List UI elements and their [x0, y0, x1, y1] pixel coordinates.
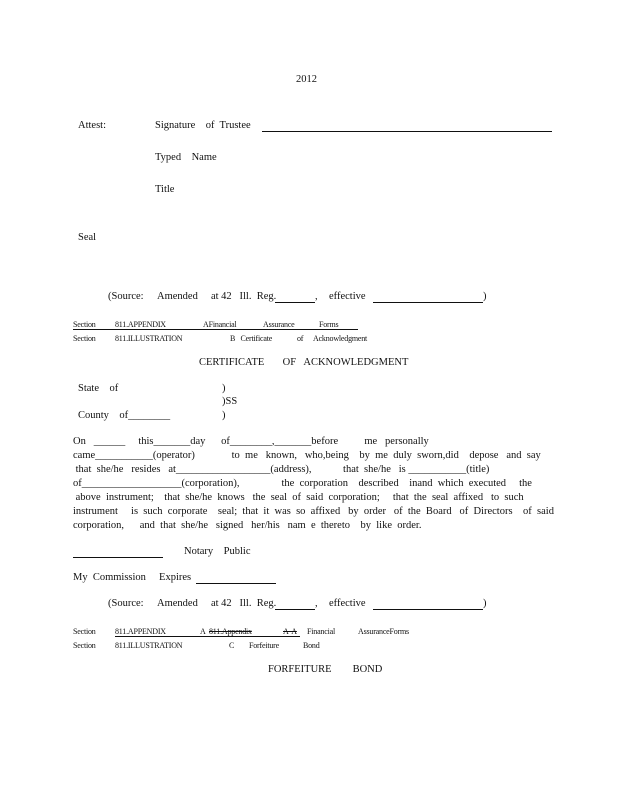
commission-expires-blank[interactable] [196, 583, 276, 584]
source-label: (Source: [108, 291, 144, 302]
typed-name-label: Typed Name [155, 152, 217, 163]
appendix-letter: A [200, 627, 206, 636]
amended-label: Amended at 42 Ill. Reg. [157, 291, 277, 302]
register-volume-blank[interactable] [275, 609, 315, 610]
section-label: Section [73, 641, 96, 650]
appendix-assurance: Assurance [263, 320, 295, 329]
paragraph-line: instrument is such corporate seal; that it was so affixed by order of the Board of Directors of said [73, 506, 554, 517]
source-label: (Source: [108, 598, 144, 609]
source-close-paren: ) [483, 598, 487, 609]
section-rule [73, 329, 358, 330]
illustration-title: B Certificate [230, 334, 273, 343]
section-label: Section [73, 320, 96, 329]
illustration-of: of [297, 334, 304, 343]
notary-public-label: Notary Public [184, 546, 251, 557]
paragraph-line: of___________________(corporation), the corporation described inand which executed the [73, 478, 532, 489]
notary-signature-line[interactable] [73, 557, 163, 558]
certificate-heading: CERTIFICATE OF ACKNOWLEDGMENT [199, 357, 409, 368]
state-label: State of [78, 383, 119, 394]
appendix-title: AFinancial [203, 320, 237, 329]
source-comma: , [315, 291, 318, 302]
paragraph-line: above instrument; that she/he knows the seal of said corporation; that the seal affixed to such [73, 492, 524, 503]
ss-label: )SS [222, 396, 238, 407]
bond-label: Bond [303, 641, 320, 650]
paragraph-line: that she/he resides at__________________(address), that she/he is ___________(title) [73, 464, 490, 475]
source-comma: , [315, 598, 318, 609]
county-paren: ) [222, 410, 226, 421]
illustration-acknowledgment: Acknowledgment [313, 334, 368, 343]
section-label: Section [73, 334, 96, 343]
county-label: County of________ [78, 410, 171, 421]
struck-letter: A A [283, 627, 297, 636]
state-paren: ) [222, 383, 226, 394]
appendix-number: 811.APPENDIX [115, 320, 166, 329]
forfeiture-bond-heading: FORFEITURE BOND [268, 664, 383, 675]
effective-label: effective [329, 291, 366, 302]
signature-of-trustee-label: Signature of Trustee [155, 120, 251, 131]
paragraph-line: On ______ this_______day of________,_______before me personally [73, 436, 429, 447]
appendix-number: 811.APPENDIX [115, 627, 166, 636]
paragraph-line: corporation, and that she/he signed her/his nam e thereto by like order. [73, 520, 422, 531]
forfeiture-label: Forfeiture [249, 641, 279, 650]
attest-label: Attest: [78, 120, 106, 131]
section-rule [115, 636, 300, 637]
amended-label: Amended at 42 Ill. Reg. [157, 598, 277, 609]
title-label: Title [155, 184, 175, 195]
illustration-number: 811.ILLUSTRATION [115, 641, 183, 650]
illustration-number: 811.ILLUSTRATION [115, 334, 183, 343]
source-close-paren: ) [483, 291, 487, 302]
appendix-forms: Forms [319, 320, 339, 329]
effective-date-blank[interactable] [373, 609, 483, 610]
acknowledgment-paragraph [73, 435, 554, 533]
assurance-forms-label: AssuranceForms [358, 627, 409, 636]
effective-label: effective [329, 598, 366, 609]
effective-date-blank[interactable] [373, 302, 483, 303]
page-year: 2012 [296, 74, 317, 85]
register-volume-blank[interactable] [275, 302, 315, 303]
signature-line[interactable] [262, 131, 552, 132]
illustration-letter: C [229, 641, 235, 650]
paragraph-line: came___________(operator) to me known, who,being by me duly sworn,did depose and say [73, 450, 541, 461]
financial-label: Financial [307, 627, 335, 636]
section-label: Section [73, 627, 96, 636]
seal-label: Seal [78, 232, 97, 243]
commission-expires-label: My Commission Expires [73, 572, 192, 583]
struck-appendix: 811.Appendix [209, 627, 252, 636]
